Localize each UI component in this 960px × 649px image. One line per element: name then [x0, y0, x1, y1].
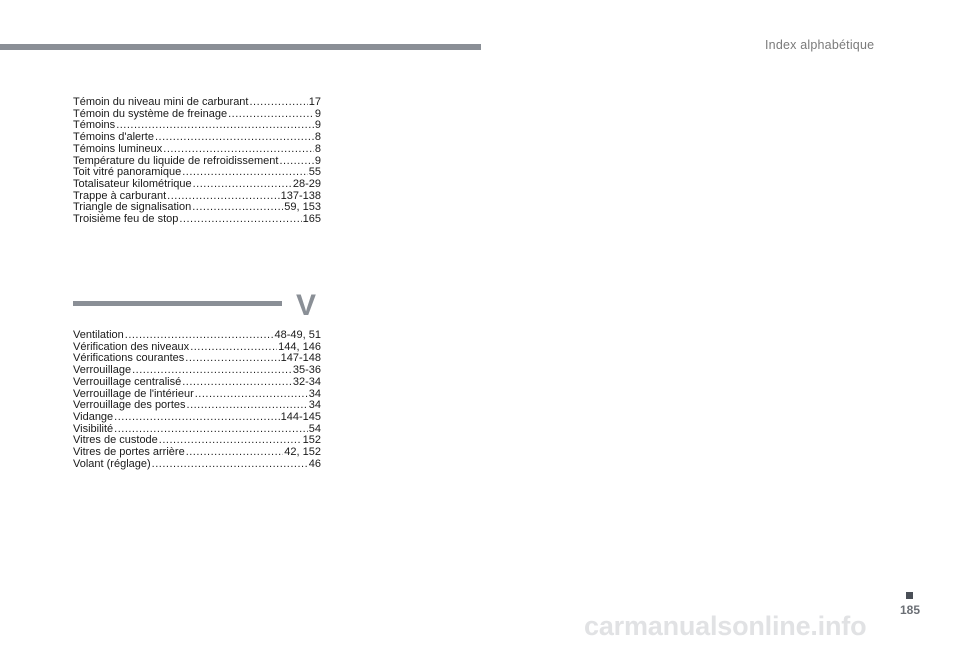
index-entry[interactable]: Verrouillage ..... 35-36 [73, 365, 321, 377]
letter-divider-rule [73, 301, 282, 306]
index-entry[interactable]: Triangle de signalisation ..... 59, 153 [73, 202, 321, 214]
section-letter-v: V [296, 289, 317, 322]
index-entry[interactable]: Témoins ..... 9 [73, 120, 321, 132]
index-entry[interactable]: Témoin du niveau mini de carburant ..... 17 [73, 97, 321, 109]
index-entry[interactable]: Vitres de custode ..... 152 [73, 435, 321, 447]
section-title: Index alphabétique [765, 38, 875, 52]
index-entry[interactable]: Visibilité ..... 54 [73, 424, 321, 436]
index-entry[interactable]: Verrouillage des portes ..... 34 [73, 400, 321, 412]
index-entry[interactable]: Toit vitré panoramique ..... 55 [73, 167, 321, 179]
index-entry[interactable]: Témoins lumineux ..... 8 [73, 144, 321, 156]
index-entry[interactable]: Totalisateur kilométrique ..... 28-29 [73, 179, 321, 191]
index-entry[interactable]: Témoin du système de freinage ..... 9 [73, 109, 321, 121]
index-entry[interactable]: Température du liquide de refroidissement ..... 9 [73, 156, 321, 168]
index-entry[interactable]: Volant (réglage) ..... 46 [73, 459, 321, 471]
index-entry[interactable]: Vérifications courantes ..... 147-148 [73, 353, 321, 365]
header-rule [0, 44, 481, 50]
page-marker-square [906, 592, 913, 599]
index-entry[interactable]: Verrouillage centralisé ..... 32-34 [73, 377, 321, 389]
index-entry[interactable]: Trappe à carburant ..... 137-138 [73, 191, 321, 203]
index-entry[interactable]: Vidange ..... 144-145 [73, 412, 321, 424]
index-entry[interactable]: Troisième feu de stop ..... 165 [73, 214, 321, 226]
index-entry[interactable]: Ventilation ..... 48-49, 51 [73, 330, 321, 342]
index-entry[interactable]: Vitres de portes arrière ..... 42, 152 [73, 447, 321, 459]
page-number: 185 [900, 603, 921, 617]
index-entry[interactable]: Verrouillage de l'intérieur ..... 34 [73, 389, 321, 401]
index-list-v [73, 330, 321, 470]
index-list-t [73, 97, 321, 226]
index-entry[interactable]: Témoins d'alerte ..... 8 [73, 132, 321, 144]
index-entry[interactable]: Vérification des niveaux ..... 144, 146 [73, 342, 321, 354]
watermark: carmanualsonline.info [584, 611, 867, 641]
